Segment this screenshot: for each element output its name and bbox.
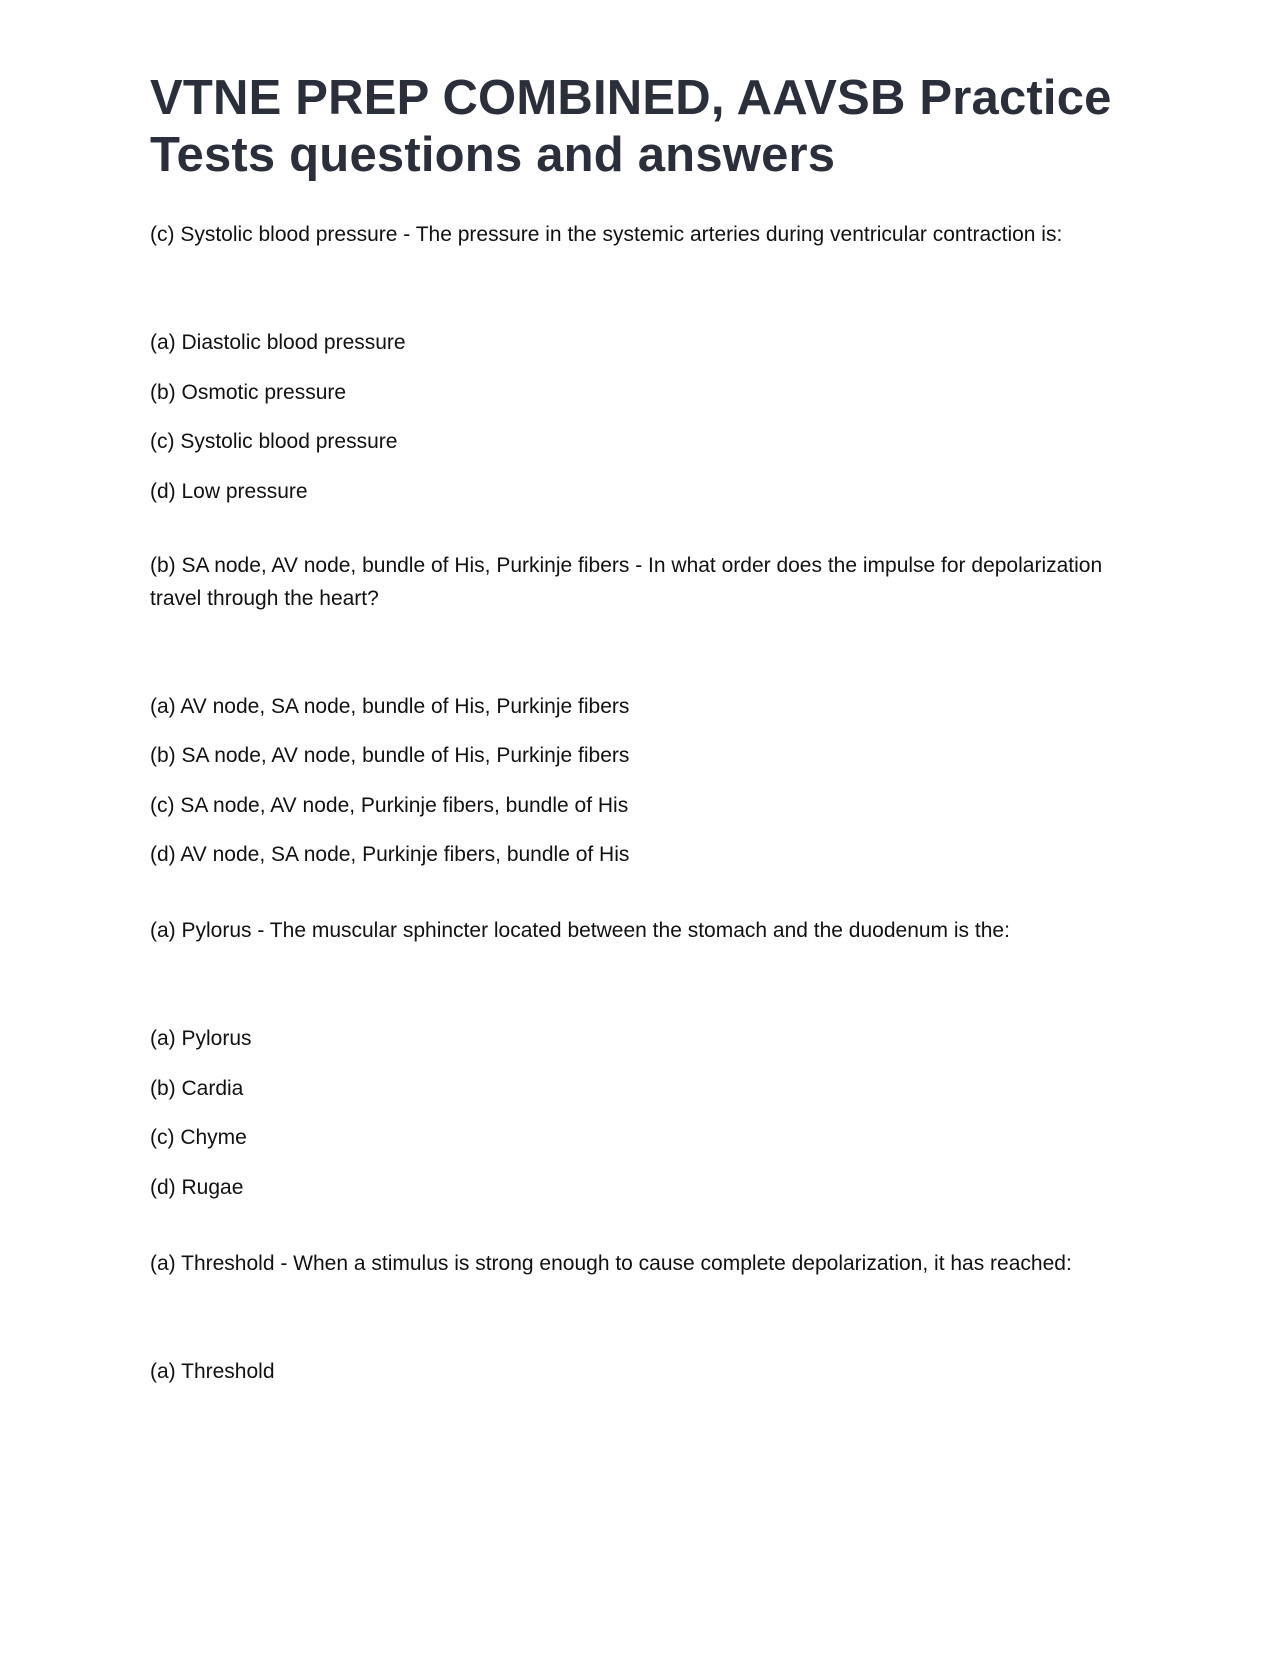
- document-page: [150, 70, 1130, 1408]
- answer-option: (d) AV node, SA node, Purkinje fibers, bundle of His: [150, 843, 630, 866]
- answer-option: (a) AV node, SA node, bundle of His, Purkinje fibers: [150, 694, 630, 718]
- question-block: [150, 1247, 1130, 1384]
- document-title: VTNE PREP COMBINED, AAVSB Practice Tests questions and answers: [150, 71, 1112, 182]
- question-prompt: (a) Pylorus - The muscular sphincter located between the stomach and the duodenum is the:: [150, 919, 1010, 942]
- answer-options: [150, 330, 1130, 504]
- question-prompt: (b) SA node, AV node, bundle of His, Purkinje fibers - In what order does the impulse for depolarization travel through the heart?: [150, 553, 1103, 610]
- answer-option: (a) Pylorus: [150, 1027, 252, 1050]
- answer-option: (a) Threshold: [150, 1359, 275, 1383]
- answer-option: (c) Systolic blood pressure: [150, 430, 398, 453]
- question-block: [150, 218, 1130, 504]
- answer-option: (c) Chyme: [150, 1126, 247, 1149]
- answer-option: (b) Osmotic pressure: [150, 380, 347, 404]
- answer-option: (a) Diastolic blood pressure: [150, 331, 406, 354]
- question-block: [150, 914, 1130, 1200]
- question-block: [150, 549, 1130, 868]
- question-prompt: (c) Systolic blood pressure - The pressure in the systemic arteries during ventricular contraction is:: [150, 223, 1063, 246]
- answer-option: (b) Cardia: [150, 1076, 244, 1100]
- answer-options: [150, 1359, 1130, 1384]
- answer-option: (c) SA node, AV node, Purkinje fibers, bundle of His: [150, 793, 629, 817]
- answer-option: (d) Rugae: [150, 1175, 244, 1199]
- answer-option: (b) SA node, AV node, bundle of His, Purkinje fibers: [150, 744, 630, 767]
- question-prompt: (a) Threshold - When a stimulus is strong enough to cause complete depolarization, it has reached:: [150, 1251, 1072, 1275]
- answer-options: [150, 694, 1130, 868]
- answer-option: (d) Low pressure: [150, 479, 308, 503]
- answer-options: [150, 1026, 1130, 1200]
